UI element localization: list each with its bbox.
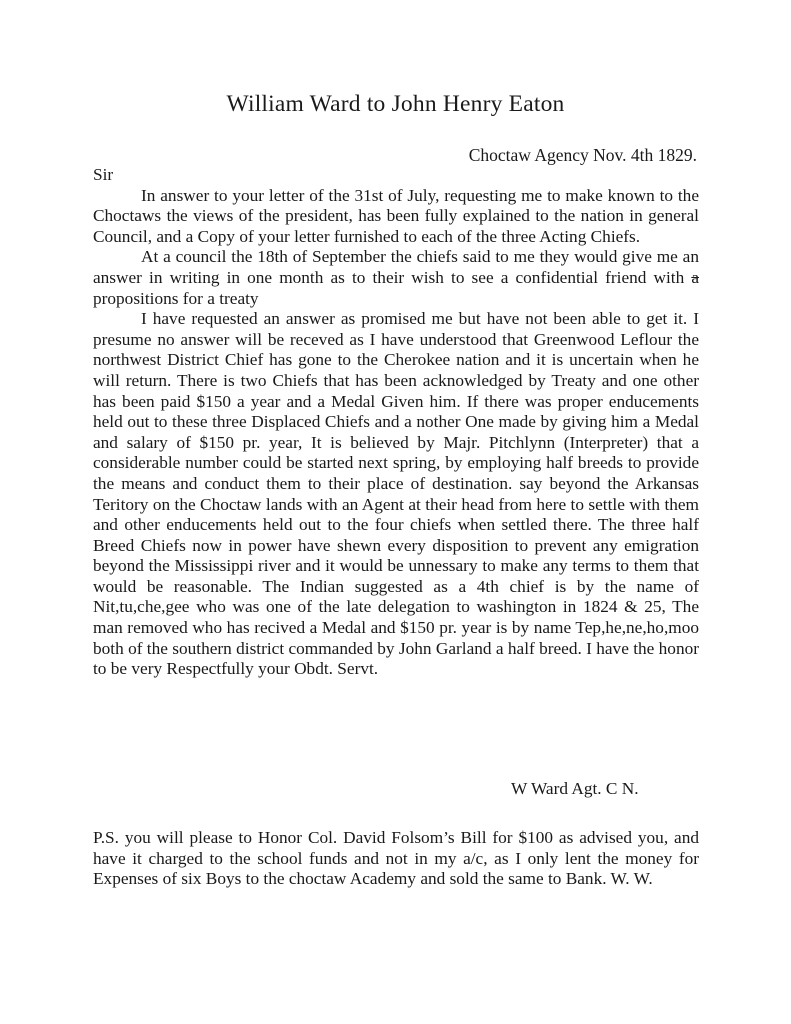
salutation: Sir (93, 165, 114, 184)
paragraph-2-text-end: propositions for a treaty (93, 288, 259, 308)
paragraph-2-text-start: At a council the 18th of September the chiefs said to me they would give me an answer in writing in one month as to their wish to see a confidential friend with (93, 247, 699, 287)
postscript: P.S. you will please to Honor Col. David Folsom’s Bill for $100 as advised you, and have it charged to the school funds and not in my a/c, as I only lent the money for Expenses of six Boys to the choctaw Academy and sold the same to Bank. W. W. (93, 828, 699, 889)
paragraph-3: I have requested an answer as promised me but have not been able to get it. I presume no answer will be receved as I have understood that Greenwood Leflour the northwest District Chief has gone to the Cherokee nation and it is uncertain when he will return. There is two Chiefs that has been acknowledged by Treaty and one other has been paid $150 a year and a Medal Given him. If there was proper enducements held out to these three Displaced Chiefs and a nother One made by giving him a Medal and salary of $150 pr. year, It is believed by Majr. Pitchlynn (Interpreter) that a considerable number could be started next spring, by employing half breeds to provide the means and conduct them to their place of destination. say beyond the Arkansas Teritory on the Choctaw lands with an Agent at their head from here to settle with them and other enducements held out to the four chiefs when settled there. The three half Breed Chiefs now in power have shewn every disposition to prevent any emigration beyond the Mississippi river and it would be unnessary to make any terms to them that would be reasonable. The Indian suggested as a 4th chief is by the name of Nit,tu,che,gee who was one of the late delegation to washington in 1824 & 25, The man removed who has recived a Medal and $150 pr. year is by name Tep,he,ne,ho,moo both of the southern district commanded by John Garland a half breed. I have the honor to be very Respectfully your Obdt. Servt. (93, 309, 699, 679)
page-title: William Ward to John Henry Eaton (226, 91, 565, 117)
paragraph-1: In answer to your letter of the 31st of July, requesting me to make known to the Choctaws the views of the president, has been fully explained to the nation in general Council, and a Copy of your letter furnished to each of the three Acting Chiefs. (93, 185, 699, 246)
paragraph-2 (93, 247, 699, 309)
struck-word: a (691, 267, 699, 287)
signature: W Ward Agt. C N. (511, 779, 639, 798)
dateline: Choctaw Agency Nov. 4th 1829. (468, 145, 697, 165)
letter-body (93, 165, 699, 680)
